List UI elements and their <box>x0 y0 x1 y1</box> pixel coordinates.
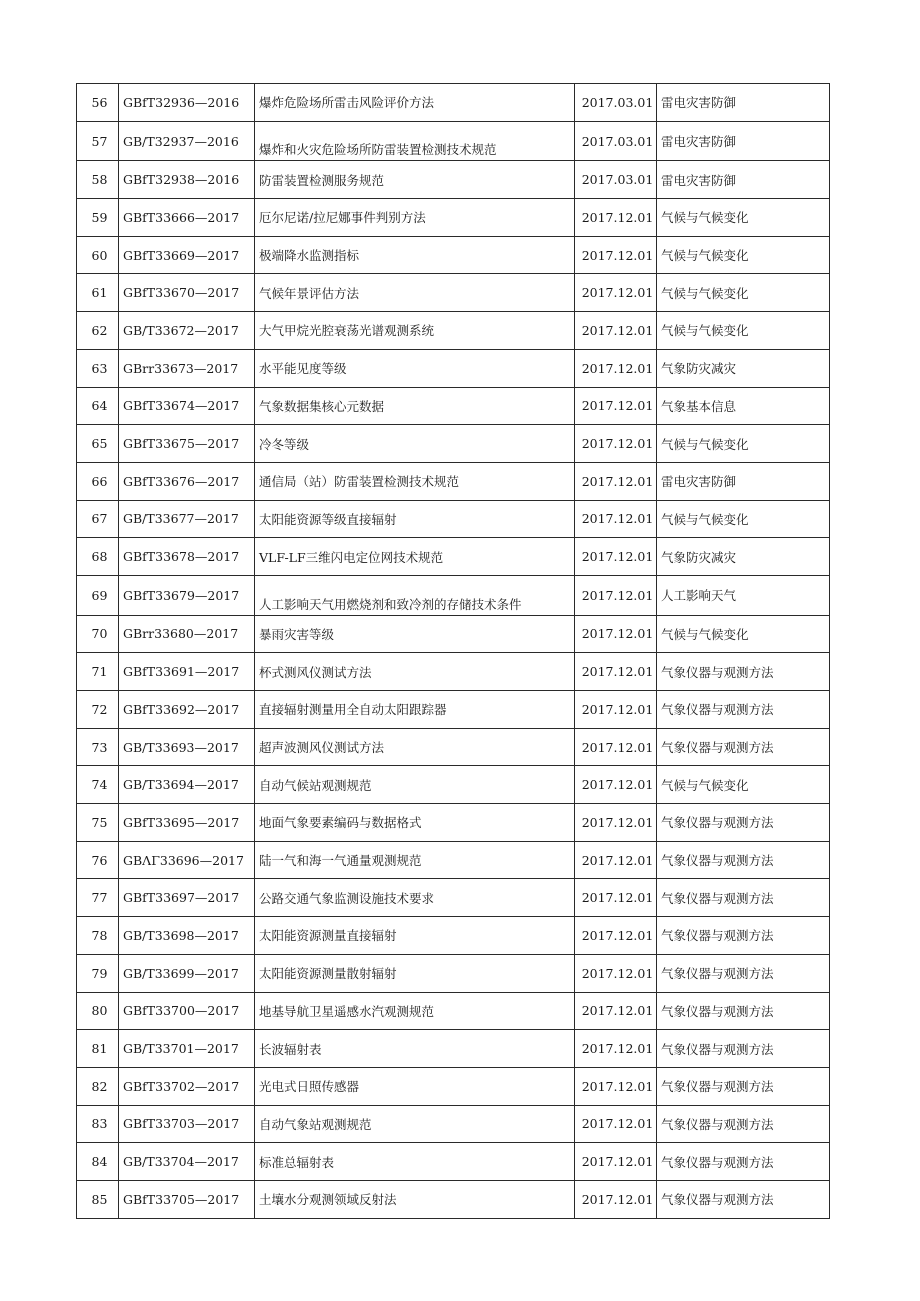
row-number: 75 <box>77 804 119 842</box>
effective-date: 2017.03.01 <box>575 161 657 199</box>
standard-code: GBfT33674—2017 <box>119 387 255 425</box>
standard-title: 公路交通气象监测设施技术要求 <box>255 879 575 917</box>
table-row <box>77 1067 830 1105</box>
category: 气候与气候变化 <box>657 312 830 350</box>
category: 雷电灾害防御 <box>657 462 830 500</box>
effective-date: 2017.12.01 <box>575 1143 657 1181</box>
standard-code: GBfT33697—2017 <box>119 879 255 917</box>
table-row <box>77 312 830 350</box>
category: 气象防灾减灾 <box>657 349 830 387</box>
category: 气象仪器与观测方法 <box>657 1030 830 1068</box>
row-number: 78 <box>77 917 119 955</box>
effective-date: 2017.03.01 <box>575 84 657 122</box>
category: 气候与气候变化 <box>657 615 830 653</box>
row-number: 64 <box>77 387 119 425</box>
category: 气候与气候变化 <box>657 274 830 312</box>
standard-code: GBfT33669—2017 <box>119 236 255 274</box>
row-number: 74 <box>77 766 119 804</box>
table-row <box>77 1030 830 1068</box>
table-row <box>77 387 830 425</box>
table-row <box>77 841 830 879</box>
standard-title: 长波辐射表 <box>255 1030 575 1068</box>
row-number: 63 <box>77 349 119 387</box>
table-row <box>77 349 830 387</box>
standard-code: GBfT33695—2017 <box>119 804 255 842</box>
category: 气象防灾减灾 <box>657 538 830 576</box>
row-number: 57 <box>77 121 119 161</box>
standard-title: 杯式测风仪测试方法 <box>255 653 575 691</box>
standards-table-body <box>77 84 830 1219</box>
category: 气象仪器与观测方法 <box>657 841 830 879</box>
category: 气象仪器与观测方法 <box>657 653 830 691</box>
standard-title: 光电式日照传感器 <box>255 1067 575 1105</box>
standard-code: GBfT33705—2017 <box>119 1180 255 1218</box>
category: 气候与气候变化 <box>657 766 830 804</box>
table-row <box>77 575 830 615</box>
table-row <box>77 992 830 1030</box>
standard-code: GBfT33702—2017 <box>119 1067 255 1105</box>
table-row <box>77 804 830 842</box>
table-row <box>77 538 830 576</box>
category: 雷电灾害防御 <box>657 121 830 161</box>
effective-date: 2017.12.01 <box>575 1067 657 1105</box>
category: 气象仪器与观测方法 <box>657 992 830 1030</box>
effective-date: 2017.12.01 <box>575 917 657 955</box>
table-row <box>77 1180 830 1218</box>
effective-date: 2017.12.01 <box>575 425 657 463</box>
row-number: 82 <box>77 1067 119 1105</box>
category: 气象仪器与观测方法 <box>657 691 830 729</box>
standard-title: 陆一气和海一气通量观测规范 <box>255 841 575 879</box>
category: 气候与气候变化 <box>657 500 830 538</box>
standard-title: 人工影响天气用燃烧剂和致冷剂的存储技术条件 <box>255 575 575 615</box>
row-number: 68 <box>77 538 119 576</box>
standard-title: 冷冬等级 <box>255 425 575 463</box>
standard-code: GBfT33700—2017 <box>119 992 255 1030</box>
standard-code: GBfT33679—2017 <box>119 575 255 615</box>
row-number: 60 <box>77 236 119 274</box>
table-row <box>77 691 830 729</box>
effective-date: 2017.12.01 <box>575 575 657 615</box>
standard-code: GBfT33703—2017 <box>119 1105 255 1143</box>
standard-title: 防雷装置检测服务规范 <box>255 161 575 199</box>
effective-date: 2017.03.01 <box>575 121 657 161</box>
effective-date: 2017.12.01 <box>575 1030 657 1068</box>
table-row <box>77 121 830 161</box>
standard-code: GBfT32936—2016 <box>119 84 255 122</box>
standard-code: GBfT33666—2017 <box>119 199 255 237</box>
standard-code: GBfT33676—2017 <box>119 462 255 500</box>
standard-code: GB/T33694—2017 <box>119 766 255 804</box>
row-number: 58 <box>77 161 119 199</box>
standard-title: 爆炸危险场所雷击风险评价方法 <box>255 84 575 122</box>
effective-date: 2017.12.01 <box>575 804 657 842</box>
standard-title: 直接辐射测量用全自动太阳跟踪器 <box>255 691 575 729</box>
row-number: 77 <box>77 879 119 917</box>
standard-title: 太阳能资源测量散射辐射 <box>255 954 575 992</box>
category: 气候与气候变化 <box>657 236 830 274</box>
row-number: 80 <box>77 992 119 1030</box>
standard-title: 气候年景评估方法 <box>255 274 575 312</box>
effective-date: 2017.12.01 <box>575 879 657 917</box>
category: 雷电灾害防御 <box>657 161 830 199</box>
row-number: 76 <box>77 841 119 879</box>
row-number: 83 <box>77 1105 119 1143</box>
effective-date: 2017.12.01 <box>575 691 657 729</box>
standard-title: 自动气候站观测规范 <box>255 766 575 804</box>
standard-title: 地面气象要素编码与数据格式 <box>255 804 575 842</box>
standard-title: 超声波测风仪测试方法 <box>255 728 575 766</box>
category: 气象仪器与观测方法 <box>657 954 830 992</box>
standard-code: GB/T33672—2017 <box>119 312 255 350</box>
standard-title: 太阳能资源等级直接辐射 <box>255 500 575 538</box>
standard-title: 极端降水监测指标 <box>255 236 575 274</box>
effective-date: 2017.12.01 <box>575 236 657 274</box>
row-number: 72 <box>77 691 119 729</box>
row-number: 56 <box>77 84 119 122</box>
table-row <box>77 766 830 804</box>
table-row <box>77 653 830 691</box>
standard-title: 标准总辐射表 <box>255 1143 575 1181</box>
standard-title: 地基导航卫星遥感水汽观测规范 <box>255 992 575 1030</box>
effective-date: 2017.12.01 <box>575 954 657 992</box>
effective-date: 2017.12.01 <box>575 1180 657 1218</box>
standard-code: GB/T33677—2017 <box>119 500 255 538</box>
row-number: 62 <box>77 312 119 350</box>
effective-date: 2017.12.01 <box>575 841 657 879</box>
row-number: 71 <box>77 653 119 691</box>
category: 人工影响天气 <box>657 575 830 615</box>
standard-code: GBfT33678—2017 <box>119 538 255 576</box>
standard-title: 土壤水分观测领域反射法 <box>255 1180 575 1218</box>
row-number: 73 <box>77 728 119 766</box>
category: 气候与气候变化 <box>657 425 830 463</box>
standard-code: GBrr33680—2017 <box>119 615 255 653</box>
effective-date: 2017.12.01 <box>575 199 657 237</box>
standard-title: 大气甲烷光腔衰荡光谱观测系统 <box>255 312 575 350</box>
standard-title: 爆炸和火灾危险场所防雷装置检测技术规范 <box>255 121 575 161</box>
standard-title: 太阳能资源测量直接辐射 <box>255 917 575 955</box>
standard-code: GBfT33670—2017 <box>119 274 255 312</box>
standard-code: GB/T33704—2017 <box>119 1143 255 1181</box>
row-number: 81 <box>77 1030 119 1068</box>
standard-title: 厄尔尼诺/拉尼娜事件判别方法 <box>255 199 575 237</box>
table-row <box>77 274 830 312</box>
standard-code: GB/T33699—2017 <box>119 954 255 992</box>
table-row <box>77 954 830 992</box>
effective-date: 2017.12.01 <box>575 615 657 653</box>
effective-date: 2017.12.01 <box>575 766 657 804</box>
table-row <box>77 917 830 955</box>
category: 气象仪器与观测方法 <box>657 917 830 955</box>
effective-date: 2017.12.01 <box>575 312 657 350</box>
standard-title: 通信局（站）防雷装置检测技术规范 <box>255 462 575 500</box>
row-number: 69 <box>77 575 119 615</box>
effective-date: 2017.12.01 <box>575 387 657 425</box>
category: 气象基本信息 <box>657 387 830 425</box>
table-row <box>77 1105 830 1143</box>
standard-title: 自动气象站观测规范 <box>255 1105 575 1143</box>
category: 气象仪器与观测方法 <box>657 1180 830 1218</box>
category: 气象仪器与观测方法 <box>657 804 830 842</box>
standard-title: 暴雨灾害等级 <box>255 615 575 653</box>
table-row <box>77 425 830 463</box>
effective-date: 2017.12.01 <box>575 653 657 691</box>
row-number: 61 <box>77 274 119 312</box>
effective-date: 2017.12.01 <box>575 1105 657 1143</box>
table-row <box>77 462 830 500</box>
standard-code: GBfT32938—2016 <box>119 161 255 199</box>
standard-title: 气象数据集核心元数据 <box>255 387 575 425</box>
category: 气象仪器与观测方法 <box>657 1105 830 1143</box>
category: 气象仪器与观测方法 <box>657 728 830 766</box>
table-row <box>77 236 830 274</box>
standard-code: GBfT33692—2017 <box>119 691 255 729</box>
effective-date: 2017.12.01 <box>575 462 657 500</box>
table-row <box>77 500 830 538</box>
table-row <box>77 728 830 766</box>
category: 雷电灾害防御 <box>657 84 830 122</box>
category: 气象仪器与观测方法 <box>657 1143 830 1181</box>
table-row <box>77 1143 830 1181</box>
standard-code: GBΛΓ33696—2017 <box>119 841 255 879</box>
standards-table <box>76 83 830 1219</box>
row-number: 79 <box>77 954 119 992</box>
row-number: 70 <box>77 615 119 653</box>
effective-date: 2017.12.01 <box>575 992 657 1030</box>
row-number: 65 <box>77 425 119 463</box>
row-number: 66 <box>77 462 119 500</box>
row-number: 67 <box>77 500 119 538</box>
table-row <box>77 84 830 122</box>
effective-date: 2017.12.01 <box>575 728 657 766</box>
category: 气候与气候变化 <box>657 199 830 237</box>
standard-code: GB/T33701—2017 <box>119 1030 255 1068</box>
table-row <box>77 615 830 653</box>
standard-title: VLF-LF三维闪电定位网技术规范 <box>255 538 575 576</box>
standard-code: GB/T32937—2016 <box>119 121 255 161</box>
table-row <box>77 199 830 237</box>
row-number: 59 <box>77 199 119 237</box>
standard-code: GB/T33698—2017 <box>119 917 255 955</box>
standard-code: GB/T33693—2017 <box>119 728 255 766</box>
category: 气象仪器与观测方法 <box>657 879 830 917</box>
effective-date: 2017.12.01 <box>575 274 657 312</box>
row-number: 84 <box>77 1143 119 1181</box>
category: 气象仪器与观测方法 <box>657 1067 830 1105</box>
table-row <box>77 161 830 199</box>
standard-title: 水平能见度等级 <box>255 349 575 387</box>
table-row <box>77 879 830 917</box>
standard-code: GBfT33675—2017 <box>119 425 255 463</box>
row-number: 85 <box>77 1180 119 1218</box>
effective-date: 2017.12.01 <box>575 538 657 576</box>
standard-code: GBrr33673—2017 <box>119 349 255 387</box>
effective-date: 2017.12.01 <box>575 349 657 387</box>
standard-code: GBfT33691—2017 <box>119 653 255 691</box>
effective-date: 2017.12.01 <box>575 500 657 538</box>
